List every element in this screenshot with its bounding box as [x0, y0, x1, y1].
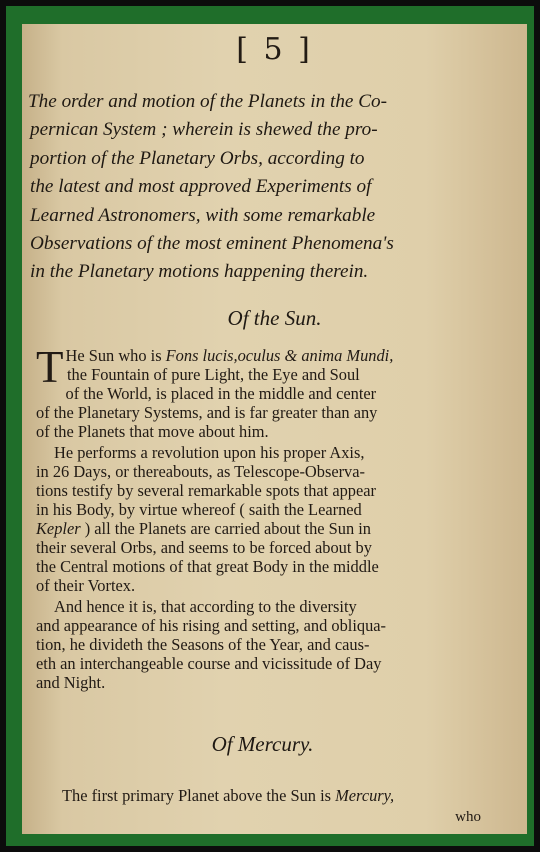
text-line: of the Planetary Systems, and is far greater than any [36, 403, 378, 422]
text-line: their several Orbs, and seems to be forced about by [36, 538, 372, 557]
text-line: He performs a revolution upon his proper Axis, [54, 443, 365, 462]
text-span: The first primary Planet above the Sun is [62, 786, 336, 805]
text-line: of their Vortex. [36, 576, 136, 595]
text-line: eth an interchangeable course and vicissitude of Day [36, 654, 382, 673]
text-line: tion, he divideth the Seasons of the Year, and caus- [36, 635, 370, 654]
latin-phrase: Fons lucis,oculus & anima Mundi, [165, 346, 394, 365]
green-mat-frame [6, 6, 534, 846]
planet-name: Mercury, [335, 786, 395, 805]
text-line: of the Planets that move about him. [36, 422, 269, 441]
text-line: in 26 Days, or thereabouts, as Telescope-Observa- [36, 462, 365, 481]
text-line: and Night. [36, 673, 106, 692]
title-line: The order and motion of the Planets in the Co- [28, 91, 388, 112]
book-page [22, 24, 527, 834]
text-line [62, 786, 492, 805]
catchword: who [455, 809, 481, 825]
paragraph [36, 597, 496, 692]
paragraph [36, 443, 496, 595]
title-line: Observations of the most eminent Phenomena's [30, 233, 394, 255]
drop-cap: T [36, 342, 64, 392]
text-line [36, 346, 496, 365]
title-line: pernican System ; wherein is shewed the pro- [30, 119, 378, 141]
text-line: And hence it is, that according to the diversity [54, 597, 357, 616]
title-line: portion of the Planetary Orbs, according to [30, 147, 365, 169]
title-line: Learned Astronomers, with some remarkable [30, 204, 376, 226]
mercury-section-body [62, 786, 492, 805]
text-span: He Sun who is [65, 346, 166, 365]
title-line: in the Planetary motions happening therein. [30, 261, 369, 283]
section-heading-sun: Of the Sun. [227, 306, 322, 330]
section-heading-mercury: Of Mercury. [211, 732, 314, 756]
text-line: the Central motions of that great Body in the middle [36, 557, 379, 576]
chapter-title [28, 88, 468, 287]
text-line: the Fountain of pure Light, the Eye and Soul [67, 365, 360, 384]
title-line: the latest and most approved Experiments of [30, 176, 372, 198]
text-line: and appearance of his rising and setting, and obliqua- [36, 616, 387, 635]
text-span: ) all the Planets are carried about the Sun in [80, 519, 372, 538]
page-number: [ 5 ] [236, 32, 313, 67]
text-line: of the World, is placed in the middle and center [65, 384, 377, 403]
paragraph [36, 342, 496, 441]
text-line: in his Body, by virtue whereof ( saith the Learned [36, 500, 362, 519]
text-line [36, 519, 496, 538]
sun-section-body [36, 342, 496, 692]
kepler-name: Kepler [36, 519, 81, 538]
text-line: tions testify by several remarkable spots that appear [36, 481, 376, 500]
